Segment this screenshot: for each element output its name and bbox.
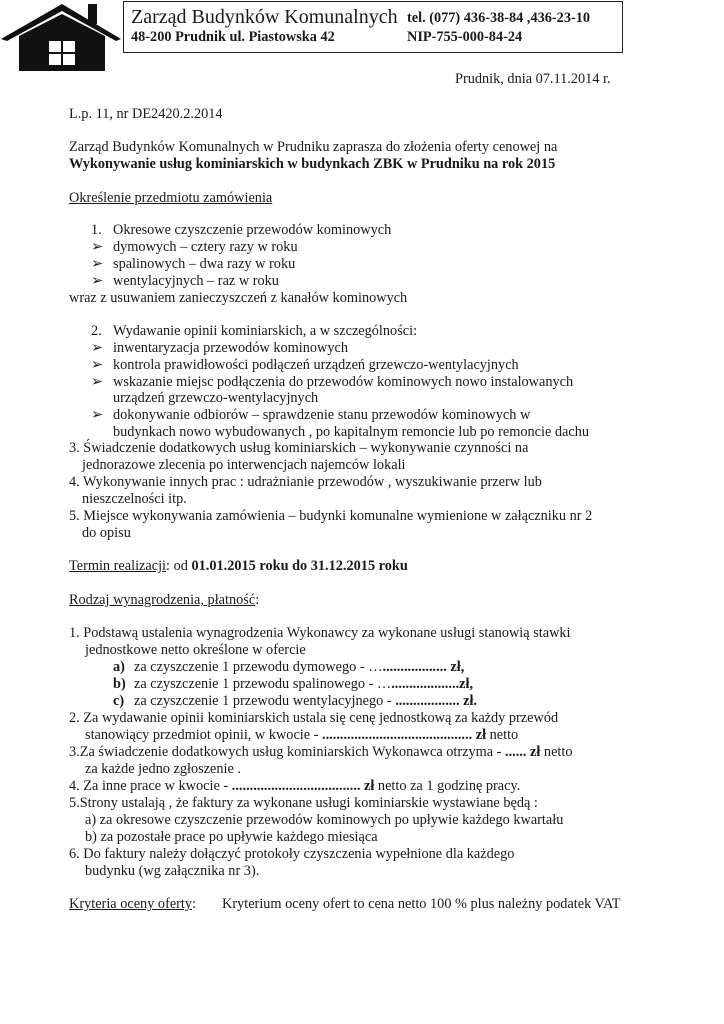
scope-item-2-bullet-cont: budynkach nowo wybudowanych , po kapitalnym remoncie lub po remoncie dachu <box>113 424 590 440</box>
arrow-bullet-icon: ➢ <box>91 357 103 373</box>
scope-item-1-bullet: wentylacyjnych – raz w roku <box>113 273 279 289</box>
payment-point-3-cont: za każde jedno zgłoszenie . <box>85 761 241 777</box>
payment-point-6: 6. Do faktury należy dołączyć protokoły czyszczenia wypełnione dla każdego <box>69 846 515 862</box>
scope-item-1-note: wraz z usuwaniem zanieczyszczeń z kanałów kominowych <box>69 290 408 306</box>
scope-item-3-cont: jednorazowe zlecenia po interwencjach najemców lokali <box>82 457 406 473</box>
rate-line <box>134 676 473 693</box>
intro-text: Zarząd Budynków Komunalnych w Prudniku zaprasza do złożenia oferty cenowej na <box>69 139 558 155</box>
scope-item-2-bullet: wskazanie miejsc podłączenia do przewodów kominowych nowo instalowanych <box>113 374 574 390</box>
criteria-text: Kryterium oceny ofert to cena netto 100 % plus należny podatek VAT <box>222 896 621 912</box>
scope-item-2: Wydawanie opinii kominiarskich, a w szczególności: <box>113 323 418 339</box>
p2-netto: netto <box>486 727 519 743</box>
criteria-label: Kryteria oceny oferty <box>69 896 193 912</box>
rate-amount-blank: ...................zł, <box>391 676 474 692</box>
scope-item-4-cont: nieszczelności itp. <box>82 491 187 507</box>
p4-rest: netto za 1 godzinę pracy. <box>374 778 521 794</box>
payment-heading-colon: : <box>255 592 260 608</box>
payment-point-5: 5.Strony ustalają , że faktury za wykonane usługi kominiarskie wystawiane będą : <box>69 795 538 811</box>
scope-item-1-bullet: dymowych – cztery razy w roku <box>113 239 298 255</box>
rate-letter: a) <box>113 659 125 675</box>
scope-item-2-number: 2. <box>91 323 102 339</box>
rate-letter: b) <box>113 676 126 692</box>
payment-heading: Rodzaj wynagrodzenia, płatność <box>69 592 256 608</box>
term-value: 01.01.2015 roku do 31.12.2015 roku <box>191 558 408 574</box>
scope-item-4: 4. Wykonywanie innych prac : udrażnianie przewodów , wyszukiwanie przerw lub <box>69 474 542 490</box>
org-nip: NIP-755-000-84-24 <box>407 29 523 45</box>
place-date: Prudnik, dnia 07.11.2014 r. <box>455 71 611 87</box>
rate-line <box>134 693 477 710</box>
scope-item-2-bullet: inwentaryzacja przewodów kominowych <box>113 340 349 356</box>
term-line <box>69 558 408 575</box>
offer-subject: Wykonywanie usług kominiarskich w budynkach ZBK w Prudniku na rok 2015 <box>69 156 556 172</box>
term-colon: : od <box>166 558 192 574</box>
scope-item-1-number: 1. <box>91 222 102 238</box>
p2-text: stanowiący przedmiot opinii, w kwocie - <box>85 727 323 743</box>
p3-amount-blank: ...... zł <box>505 744 541 760</box>
criteria-colon: : <box>192 896 197 912</box>
payment-point-5a: a) za okresowe czyszczenie przewodów kominowych po upływie każdego kwartału <box>85 812 564 828</box>
rate-amount-blank: .................. zł. <box>395 693 477 709</box>
rate-line <box>134 659 464 676</box>
scope-item-5-cont: do opisu <box>82 525 131 541</box>
payment-point-3 <box>69 744 573 761</box>
scope-item-3: 3. Świadczenie dodatkowych usług kominiarskich – wykonywanie czynności na <box>69 440 529 456</box>
scope-item-2-bullet: kontrola prawidłowości podłączeń urządzeń grzewczo-wentylacyjnych <box>113 357 519 373</box>
house-logo-icon <box>1 0 123 72</box>
scope-item-1-bullet: spalinowych – dwa razy w roku <box>113 256 296 272</box>
payment-point-2-cont <box>85 727 518 744</box>
payment-point-1-cont: jednostkowe netto określone w ofercie <box>85 642 306 658</box>
p2-amount-blank: .......................................... zł <box>322 727 487 743</box>
reference-number: L.p. 11, nr DE2420.2.2014 <box>69 106 223 122</box>
scope-item-2-bullet: dokonywanie odbiorów – sprawdzenie stanu przewodów kominowych w <box>113 407 531 423</box>
payment-point-4 <box>69 778 520 795</box>
arrow-bullet-icon: ➢ <box>91 407 103 423</box>
payment-point-5b: b) za pozostałe prace po upływie każdego miesiąca <box>85 829 378 845</box>
payment-point-1: 1. Podstawą ustalenia wynagrodzenia Wykonawcy za wykonane usługi stanowią stawki <box>69 625 571 641</box>
arrow-bullet-icon: ➢ <box>91 273 103 289</box>
arrow-bullet-icon: ➢ <box>91 340 103 356</box>
arrow-bullet-icon: ➢ <box>91 374 103 390</box>
criteria-line <box>69 896 196 913</box>
payment-point-6-cont: budynku (wg załącznika nr 3). <box>85 863 260 879</box>
scope-item-5: 5. Miejsce wykonywania zamówienia – budynki komunalne wymienione w załączniku nr 2 <box>69 508 593 524</box>
scope-item-2-bullet-cont: urządzeń grzewczo-wentylacyjnych <box>113 390 319 406</box>
p4-text: 4. Za inne prace w kwocie - <box>69 778 232 794</box>
org-phone: tel. (077) 436-38-84 ,436-23-10 <box>407 10 591 26</box>
payment-heading-line <box>69 592 259 609</box>
arrow-bullet-icon: ➢ <box>91 256 103 272</box>
scope-item-1: Okresowe czyszczenie przewodów kominowych <box>113 222 392 238</box>
p3-netto: netto <box>540 744 573 760</box>
arrow-bullet-icon: ➢ <box>91 239 103 255</box>
rate-text: za czyszczenie 1 przewodu spalinowego - … <box>134 676 392 692</box>
rate-letter: c) <box>113 693 125 709</box>
p3-text: 3.Za świadczenie dodatkowych usług kominiarskich Wykonawca otrzyma - <box>69 744 505 760</box>
rate-text: za czyszczenie 1 przewodu dymowego - … <box>134 659 383 675</box>
rate-text: za czyszczenie 1 przewodu wentylacyjnego - <box>134 693 396 709</box>
org-name: Zarząd Budynków Komunalnych <box>131 6 398 28</box>
term-label: Termin realizacji <box>69 558 167 574</box>
p4-amount-blank: .................................... zł <box>231 778 375 794</box>
rate-amount-blank: .................. zł, <box>382 659 465 675</box>
org-address: 48-200 Prudnik ul. Piastowska 42 <box>131 29 335 45</box>
scope-heading: Określenie przedmiotu zamówienia <box>69 190 273 206</box>
payment-point-2: 2. Za wydawanie opinii kominiarskich ustala się cenę jednostkową za każdy przewód <box>69 710 559 726</box>
